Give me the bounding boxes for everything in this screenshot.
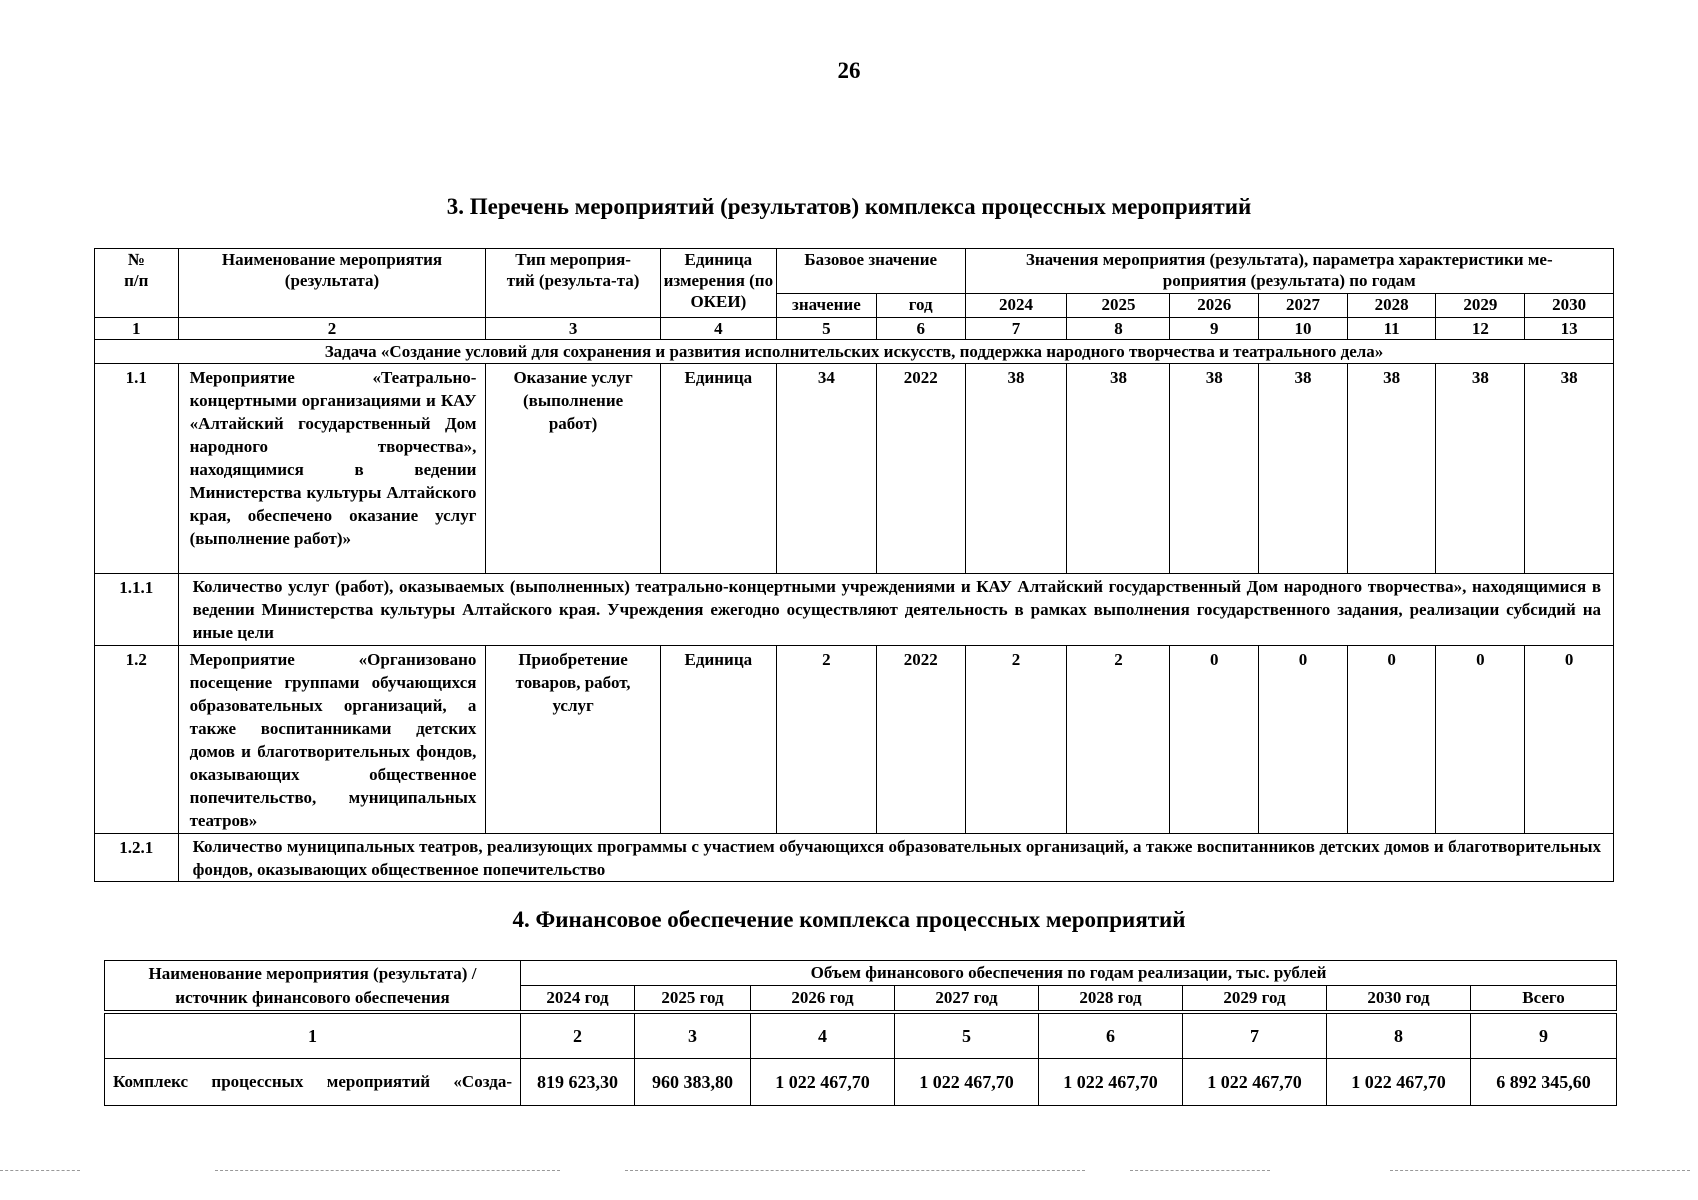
finance-value: 1 022 467,70	[1327, 1059, 1471, 1106]
column-number: 6	[876, 318, 965, 340]
event-unit: Единица	[660, 646, 776, 834]
section4-title: 4. Финансовое обеспечение комплекса процессных мероприятий	[512, 907, 1186, 932]
table-row	[95, 574, 1614, 646]
table-row	[95, 646, 1614, 834]
events-table	[94, 248, 1614, 882]
header-year: 2027	[1259, 294, 1348, 318]
year-value: 2	[965, 646, 1067, 834]
finance-value: 1 022 467,70	[895, 1059, 1039, 1106]
header-name: Наименование мероприятия (результата)	[178, 249, 486, 318]
column-number: 3	[635, 1012, 751, 1059]
column-number: 8	[1327, 1012, 1471, 1059]
scan-artifact-line	[0, 1170, 80, 1171]
finance-header-year: 2024 год	[521, 986, 635, 1013]
column-number: 7	[965, 318, 1067, 340]
year-value: 38	[1259, 364, 1348, 574]
finance-value: 960 383,80	[635, 1059, 751, 1106]
column-number: 9	[1471, 1012, 1617, 1059]
task-row: Задача «Создание условий для сохранения и развития исполнительских искусств, поддержка народного творчества и театрального дела»	[95, 340, 1614, 364]
year-value: 0	[1170, 646, 1259, 834]
scan-artifact-line	[1390, 1170, 1690, 1171]
year-value: 0	[1436, 646, 1525, 834]
header-type: Тип мероприя-тий (результа-та)	[486, 249, 660, 318]
column-number: 5	[776, 318, 876, 340]
table-row	[95, 364, 1614, 574]
column-number: 2	[521, 1012, 635, 1059]
base-year: 2022	[876, 646, 965, 834]
column-number: 4	[751, 1012, 895, 1059]
column-number: 4	[660, 318, 776, 340]
scan-artifact-line	[215, 1170, 560, 1171]
page-number: 26	[837, 58, 861, 83]
finance-header-year: 2030 год	[1327, 986, 1471, 1013]
header-values: Значения мероприятия (результата), параметра характеристики ме-роприятия (результата) по годам	[965, 249, 1613, 294]
header-base: Базовое значение	[776, 249, 965, 294]
column-number: 10	[1259, 318, 1348, 340]
year-value: 2	[1067, 646, 1170, 834]
year-value: 38	[1436, 364, 1525, 574]
event-name: Мероприятие «Театрально-концертными организациями и КАУ «Алтайский государственный Дом народного творчества», находящимися в ведении Министерства культуры Алтайского края, обеспечено оказание услуг (выполнение работ)»	[178, 364, 486, 574]
year-value: 38	[965, 364, 1067, 574]
row-number: 1.1	[95, 364, 179, 574]
header-year: 2026	[1170, 294, 1259, 318]
header-base-value: значение	[776, 294, 876, 318]
header-base-year: год	[876, 294, 965, 318]
finance-row-name: Комплекс процессных мероприятий «Созда-	[105, 1059, 521, 1106]
section3-title: 3. Перечень мероприятий (результатов) комплекса процессных мероприятий	[446, 194, 1252, 219]
column-numbers-row	[95, 318, 1614, 340]
year-value: 0	[1259, 646, 1348, 834]
column-number: 3	[486, 318, 660, 340]
finance-value: 819 623,30	[521, 1059, 635, 1106]
column-number: 11	[1347, 318, 1436, 340]
finance-value: 1 022 467,70	[1183, 1059, 1327, 1106]
event-name: Мероприятие «Организовано посещение группами обучающихся образовательных организаций, а также воспитанниками детских домов и благотворительных фондов, оказывающих общественное попечительство, муниципальных театров»	[178, 646, 486, 834]
header-num: № п/п	[95, 249, 179, 318]
finance-header-volume: Объем финансового обеспечения по годам реализации, тыс. рублей	[521, 961, 1617, 986]
column-number: 12	[1436, 318, 1525, 340]
finance-table	[104, 960, 1617, 1106]
event-type: Приобретение товаров, работ, услуг	[486, 646, 660, 834]
table-row	[105, 1059, 1617, 1106]
year-value: 0	[1347, 646, 1436, 834]
scan-artifact-line	[625, 1170, 1085, 1171]
finance-header-year: 2025 год	[635, 986, 751, 1013]
base-year: 2022	[876, 364, 965, 574]
finance-total: 6 892 345,60	[1471, 1059, 1617, 1106]
finance-header-name: Наименование мероприятия (результата) / источник финансового обеспечения	[105, 961, 521, 1013]
column-number: 1	[95, 318, 179, 340]
finance-value: 1 022 467,70	[1039, 1059, 1183, 1106]
indicator-description: Количество услуг (работ), оказываемых (выполненных) театрально-концертными учреждениями и КАУ Алтайский государственный Дом народного творчества», находящимися в ведении Министерства культуры Алтайского края. Учреждения ежегодно осуществляют деятельность в рамках выполнения государственного задания, реализации субсидий на иные цели	[178, 574, 1613, 646]
column-number: 9	[1170, 318, 1259, 340]
finance-value: 1 022 467,70	[751, 1059, 895, 1106]
finance-header-year: 2028 год	[1039, 986, 1183, 1013]
header-year: 2024	[965, 294, 1067, 318]
year-value: 38	[1170, 364, 1259, 574]
finance-header-total: Всего	[1471, 986, 1617, 1013]
year-value: 38	[1525, 364, 1614, 574]
column-number: 5	[895, 1012, 1039, 1059]
finance-header-year: 2026 год	[751, 986, 895, 1013]
year-value: 38	[1347, 364, 1436, 574]
row-number: 1.2	[95, 646, 179, 834]
year-value: 0	[1525, 646, 1614, 834]
column-number: 7	[1183, 1012, 1327, 1059]
finance-header-year: 2027 год	[895, 986, 1039, 1013]
row-number: 1.1.1	[95, 574, 179, 646]
base-value: 34	[776, 364, 876, 574]
base-value: 2	[776, 646, 876, 834]
column-number: 6	[1039, 1012, 1183, 1059]
column-number: 1	[105, 1012, 521, 1059]
event-unit: Единица	[660, 364, 776, 574]
row-number: 1.2.1	[95, 834, 179, 882]
year-value: 38	[1067, 364, 1170, 574]
column-number: 8	[1067, 318, 1170, 340]
finance-column-numbers-row	[105, 1012, 1617, 1059]
indicator-description: Количество муниципальных театров, реализующих программы с участием обучающихся образовательных организаций, а также воспитанников детских домов и благотворительных фондов, оказывающих общественное попечительство	[178, 834, 1613, 882]
table-row	[95, 834, 1614, 882]
header-year: 2029	[1436, 294, 1525, 318]
column-number: 2	[178, 318, 486, 340]
finance-header-year: 2029 год	[1183, 986, 1327, 1013]
column-number: 13	[1525, 318, 1614, 340]
header-unit: Единица измерения (по ОКЕИ)	[660, 249, 776, 318]
header-year: 2025	[1067, 294, 1170, 318]
header-year: 2028	[1347, 294, 1436, 318]
header-year: 2030	[1525, 294, 1614, 318]
scan-artifact-line	[1130, 1170, 1270, 1171]
event-type: Оказание услуг (выполнение работ)	[486, 364, 660, 574]
